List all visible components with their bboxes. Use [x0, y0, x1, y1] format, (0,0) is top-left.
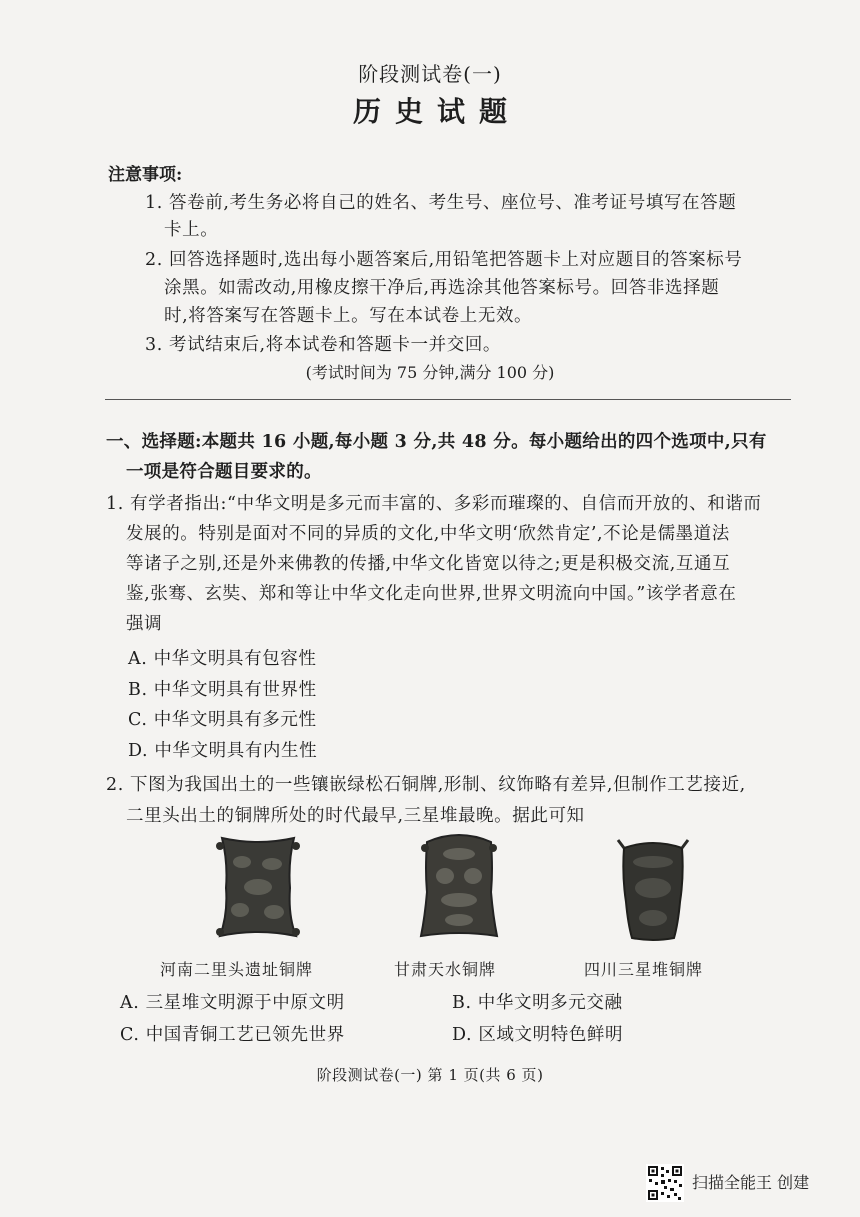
section-heading-cont: 一项是符合题目要求的。 — [126, 462, 322, 482]
notice-heading: 注意事项: — [108, 165, 183, 185]
notice-line: 卡上。 — [164, 220, 219, 240]
question-1-option-a: A. 中华文明具有包容性 — [128, 649, 317, 669]
question-2-option-c: C. 中国青铜工艺已领先世界 — [120, 1025, 345, 1045]
notice-line: 时,将答案写在答题卡上。写在本试卷上无效。 — [164, 306, 533, 326]
notice-line: 涂黑。如需改动,用橡皮擦干净后,再选涂其他答案标号。回答非选择题 — [164, 278, 720, 298]
caption-sanxingdui: 四川三星堆铜牌 — [584, 960, 704, 979]
question-2-option-a: A. 三星堆文明源于中原文明 — [120, 993, 345, 1013]
question-2-option-b: B. 中华文明多元交融 — [452, 993, 623, 1013]
scanner-watermark: 扫描全能王 创建 — [692, 1173, 810, 1192]
question-1-line: 1. 有学者指出:“中华文明是多元而丰富的、多彩而璀璨的、自信而开放的、和谐而 — [106, 494, 762, 514]
question-1-line: 发展的。特别是面对不同的异质的文化,中华文明‘欣然肯定’,不论是儒墨道法 — [126, 524, 730, 544]
section-divider — [105, 399, 791, 400]
exam-subtitle: 阶段测试卷(一) — [358, 62, 502, 86]
question-2-line: 二里头出土的铜牌所处的时代最早,三星堆最晚。据此可知 — [126, 806, 585, 826]
question-2-line: 2. 下图为我国出土的一些镶嵌绿松石铜牌,形制、纹饰略有差异,但制作工艺接近, — [106, 775, 746, 795]
exam-title: 历史试题 — [352, 95, 521, 128]
question-1-line: 等诸子之别,还是外来佛教的传播,中华文化皆宽以待之;更是积极交流,互通互 — [126, 554, 731, 574]
tianshui-plaque-image — [413, 830, 505, 944]
notice-line: 2. 回答选择题时,选出每小题答案后,用铅笔把答题卡上对应题目的答案标号 — [145, 250, 743, 270]
question-1-option-b: B. 中华文明具有世界性 — [128, 680, 317, 700]
caption-tianshui: 甘肃天水铜牌 — [394, 960, 497, 979]
question-2-option-d: D. 区域文明特色鲜明 — [452, 1025, 624, 1045]
sanxingdui-plaque-image — [612, 832, 694, 944]
qr-code-icon — [646, 1164, 684, 1202]
notice-line: 1. 答卷前,考生务必将自己的姓名、考生号、座位号、准考证号填写在答题 — [145, 193, 737, 213]
erlitou-plaque-image — [212, 832, 304, 944]
question-1-option-d: D. 中华文明具有内生性 — [128, 741, 318, 761]
question-1-option-c: C. 中华文明具有多元性 — [128, 710, 317, 730]
notice-line: 3. 考试结束后,将本试卷和答题卡一并交回。 — [145, 335, 502, 355]
time-note: (考试时间为 75 分钟,满分 100 分) — [305, 363, 555, 382]
section-heading: 一、选择题:本题共 16 小题,每小题 3 分,共 48 分。每小题给出的四个选项中,只有 — [106, 432, 767, 452]
page-footer: 阶段测试卷(一) 第 1 页(共 6 页) — [316, 1066, 544, 1084]
caption-erlitou: 河南二里头遗址铜牌 — [160, 960, 314, 979]
question-1-line: 鉴,张骞、玄奘、郑和等让中华文化走向世界,世界文明流向中国。”该学者意在 — [126, 584, 737, 604]
question-1-line: 强调 — [126, 614, 163, 634]
